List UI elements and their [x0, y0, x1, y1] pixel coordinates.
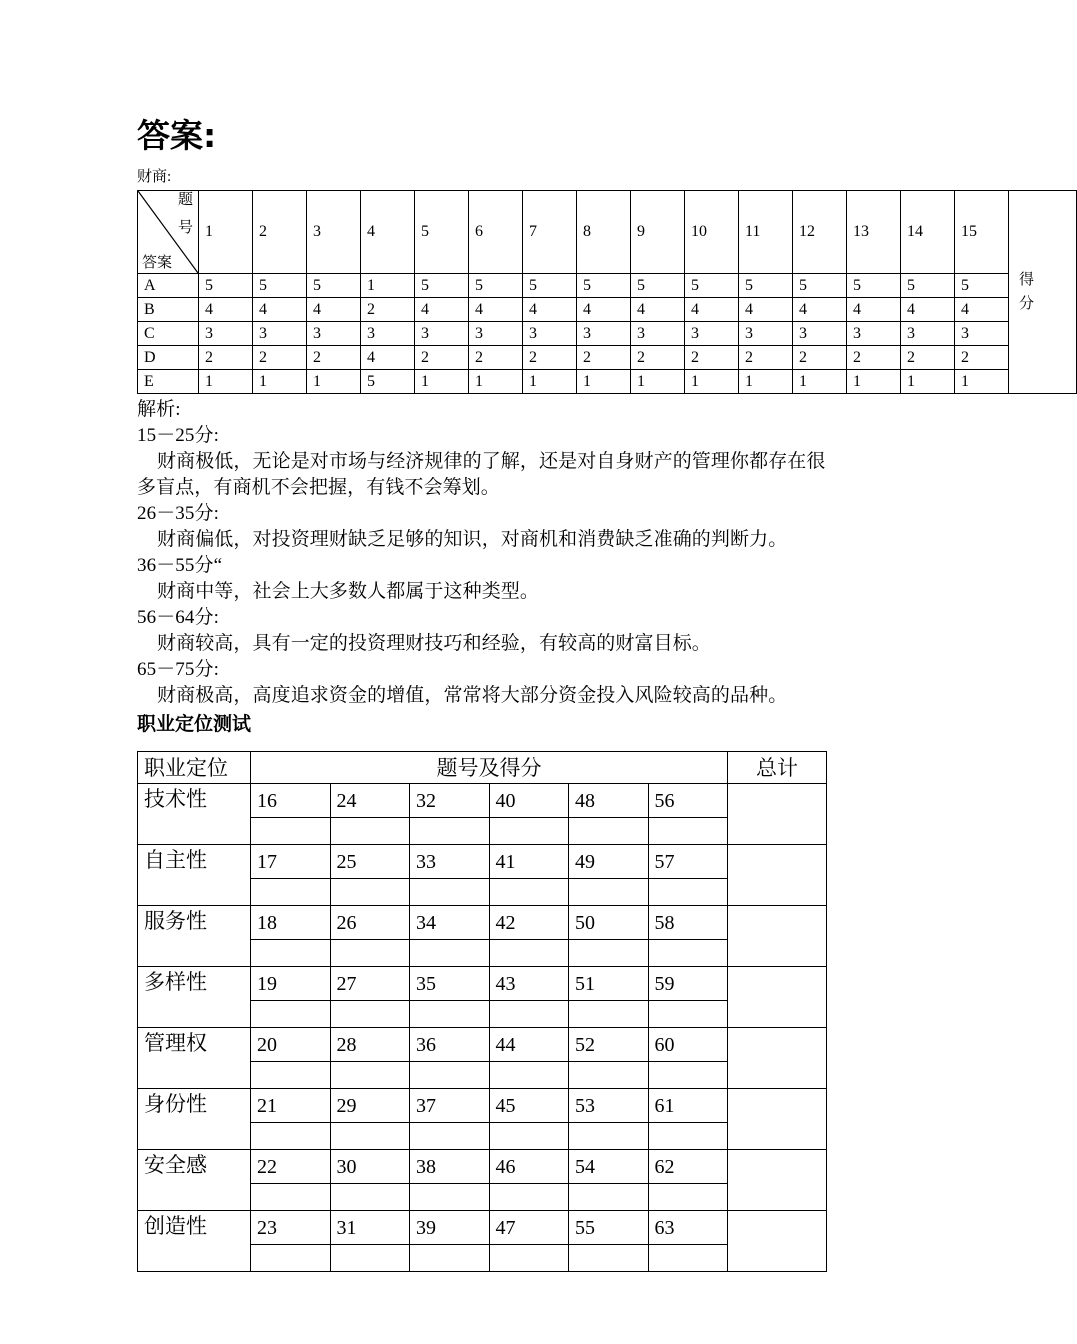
career-question-number: 58 [648, 906, 728, 940]
career-answer-cell[interactable] [489, 1001, 569, 1028]
answer-score-cell: 2 [901, 346, 955, 370]
answer-score-cell: 5 [307, 274, 361, 298]
career-answer-cell[interactable] [410, 879, 490, 906]
career-total-cell[interactable] [728, 845, 827, 906]
answer-score-cell: 5 [955, 274, 1009, 298]
answer-score-cell: 3 [739, 322, 793, 346]
career-question-row [138, 906, 827, 940]
career-answer-cell[interactable] [569, 1123, 649, 1150]
answer-score-cell: 3 [361, 322, 415, 346]
career-answer-cell[interactable] [251, 1062, 331, 1089]
answer-table-row [138, 346, 1077, 370]
career-question-number: 52 [569, 1028, 649, 1062]
score-column-header [1009, 191, 1077, 394]
career-total-cell[interactable] [728, 1211, 827, 1272]
career-question-number: 21 [251, 1089, 331, 1123]
career-question-row [138, 1211, 827, 1245]
answer-score-cell: 1 [307, 370, 361, 394]
career-answer-cell[interactable] [489, 1123, 569, 1150]
career-answer-cell[interactable] [330, 879, 410, 906]
career-question-number: 46 [489, 1150, 569, 1184]
career-total-cell[interactable] [728, 1089, 827, 1150]
career-answer-cell[interactable] [569, 1184, 649, 1211]
answer-score-cell: 3 [469, 322, 523, 346]
analysis-score-range: 36－55分“ [137, 555, 223, 577]
career-total-cell[interactable] [728, 1150, 827, 1211]
answer-score-cell: 1 [955, 370, 1009, 394]
career-category-label: 身份性 [138, 1089, 251, 1150]
answer-score-cell: 2 [469, 346, 523, 370]
career-question-number: 19 [251, 967, 331, 1001]
career-question-number: 59 [648, 967, 728, 1001]
answer-score-cell: 5 [523, 274, 577, 298]
career-answer-cell[interactable] [330, 818, 410, 845]
career-total-header: 总计 [728, 752, 827, 784]
analysis-description: 财商较高，具有一定的投资理财技巧和经验，有较高的财富目标。 [157, 633, 711, 655]
answer-table-header-row [138, 191, 1077, 274]
analysis-score-range: 15－25分: [137, 425, 219, 447]
career-answer-cell[interactable] [569, 940, 649, 967]
question-number-header: 11 [739, 191, 793, 274]
answer-score-cell: 3 [307, 322, 361, 346]
page-title: 答案: [137, 116, 217, 155]
career-answer-cell[interactable] [569, 1062, 649, 1089]
answer-score-cell: 3 [901, 322, 955, 346]
career-question-number: 16 [251, 784, 331, 818]
career-answer-cell[interactable] [330, 940, 410, 967]
answer-score-cell: 5 [469, 274, 523, 298]
answer-key-table [137, 190, 1077, 394]
answer-score-cell: 3 [847, 322, 901, 346]
career-total-cell[interactable] [728, 1028, 827, 1089]
question-number-header: 15 [955, 191, 1009, 274]
career-question-number: 34 [410, 906, 490, 940]
career-question-number: 44 [489, 1028, 569, 1062]
question-number-header: 4 [361, 191, 415, 274]
career-answer-cell[interactable] [648, 879, 728, 906]
answer-score-cell: 5 [901, 274, 955, 298]
answer-score-cell: 4 [307, 298, 361, 322]
analysis-heading: 解析: [137, 399, 181, 421]
answer-table-row [138, 274, 1077, 298]
answer-score-cell: 2 [577, 346, 631, 370]
career-question-number: 42 [489, 906, 569, 940]
answer-score-cell: 1 [901, 370, 955, 394]
answer-table-row [138, 298, 1077, 322]
career-category-header: 职业定位 [138, 752, 251, 784]
answer-score-cell: 4 [847, 298, 901, 322]
career-question-row [138, 967, 827, 1001]
answer-table-caption: 财商: [137, 169, 172, 186]
answer-score-cell: 5 [793, 274, 847, 298]
page-content [137, 0, 1035, 1272]
analysis-description: 财商极高，高度追求资金的增值，常常将大部分资金投入风险较高的品种。 [157, 685, 788, 707]
answer-score-cell: 5 [577, 274, 631, 298]
answer-score-cell: 5 [685, 274, 739, 298]
career-answer-cell[interactable] [648, 1123, 728, 1150]
question-number-header: 13 [847, 191, 901, 274]
answer-score-cell: 3 [955, 322, 1009, 346]
career-question-number: 28 [330, 1028, 410, 1062]
career-question-number: 37 [410, 1089, 490, 1123]
career-question-number: 36 [410, 1028, 490, 1062]
career-section-title: 职业定位测试 [137, 713, 252, 736]
answer-table-row [138, 322, 1077, 346]
career-answer-cell[interactable] [648, 1001, 728, 1028]
career-answer-cell[interactable] [251, 940, 331, 967]
career-question-number: 26 [330, 906, 410, 940]
career-question-number: 20 [251, 1028, 331, 1062]
career-category-label: 安全感 [138, 1150, 251, 1211]
answer-score-cell: 4 [901, 298, 955, 322]
score-header-line-2: 分 [1019, 296, 1035, 313]
career-table-header-row [138, 752, 827, 784]
career-total-cell[interactable] [728, 906, 827, 967]
analysis-score-range: 65－75分: [137, 659, 219, 681]
career-question-number: 35 [410, 967, 490, 1001]
career-answer-cell[interactable] [648, 1062, 728, 1089]
answer-score-cell: 3 [793, 322, 847, 346]
answer-score-cell: 1 [469, 370, 523, 394]
career-question-number: 32 [410, 784, 490, 818]
career-answer-cell[interactable] [251, 818, 331, 845]
answer-option-label: A [138, 274, 199, 298]
career-answer-cell[interactable] [489, 879, 569, 906]
career-answer-cell[interactable] [569, 1001, 649, 1028]
answer-score-cell: 2 [739, 346, 793, 370]
career-answer-cell[interactable] [489, 940, 569, 967]
career-category-label: 自主性 [138, 845, 251, 906]
career-answer-cell[interactable] [251, 879, 331, 906]
career-question-number: 17 [251, 845, 331, 879]
career-answer-cell[interactable] [410, 1245, 490, 1272]
career-question-number: 40 [489, 784, 569, 818]
career-question-row [138, 784, 827, 818]
answer-score-cell: 3 [685, 322, 739, 346]
question-number-header: 12 [793, 191, 847, 274]
career-answer-cell[interactable] [410, 1184, 490, 1211]
career-total-cell[interactable] [728, 967, 827, 1028]
answer-score-cell: 1 [199, 370, 253, 394]
career-question-number: 55 [569, 1211, 649, 1245]
career-question-row [138, 845, 827, 879]
career-answer-cell[interactable] [569, 879, 649, 906]
answer-score-cell: 1 [577, 370, 631, 394]
answer-score-cell: 5 [631, 274, 685, 298]
answer-option-label: C [138, 322, 199, 346]
career-category-label: 技术性 [138, 784, 251, 845]
answer-score-cell: 4 [631, 298, 685, 322]
career-question-number: 30 [330, 1150, 410, 1184]
career-answer-cell[interactable] [251, 1245, 331, 1272]
career-category-label: 多样性 [138, 967, 251, 1028]
answer-score-cell: 1 [253, 370, 307, 394]
career-question-number: 22 [251, 1150, 331, 1184]
career-answer-cell[interactable] [648, 1245, 728, 1272]
answer-score-cell: 2 [955, 346, 1009, 370]
career-answer-cell[interactable] [330, 1001, 410, 1028]
career-question-number: 56 [648, 784, 728, 818]
career-answer-cell[interactable] [410, 818, 490, 845]
career-question-number: 62 [648, 1150, 728, 1184]
answer-score-cell: 2 [847, 346, 901, 370]
career-answer-cell[interactable] [489, 818, 569, 845]
career-question-number: 29 [330, 1089, 410, 1123]
answer-score-cell: 1 [685, 370, 739, 394]
career-answer-cell[interactable] [410, 1001, 490, 1028]
career-question-number: 41 [489, 845, 569, 879]
answer-score-cell: 2 [631, 346, 685, 370]
answer-score-cell: 5 [253, 274, 307, 298]
career-question-number: 61 [648, 1089, 728, 1123]
answer-score-cell: 2 [523, 346, 577, 370]
career-answer-cell[interactable] [330, 1062, 410, 1089]
answer-score-cell: 4 [415, 298, 469, 322]
answer-score-cell: 2 [307, 346, 361, 370]
career-answer-cell[interactable] [648, 1184, 728, 1211]
career-answer-cell[interactable] [569, 818, 649, 845]
career-answer-cell[interactable] [251, 1001, 331, 1028]
career-question-row [138, 1028, 827, 1062]
career-question-number: 43 [489, 967, 569, 1001]
question-number-header: 14 [901, 191, 955, 274]
answer-score-cell: 3 [523, 322, 577, 346]
career-category-label: 管理权 [138, 1028, 251, 1089]
answer-score-cell: 5 [739, 274, 793, 298]
answer-score-cell: 2 [793, 346, 847, 370]
career-question-number: 45 [489, 1089, 569, 1123]
answer-score-cell: 4 [253, 298, 307, 322]
career-question-number: 63 [648, 1211, 728, 1245]
career-question-number: 49 [569, 845, 649, 879]
career-question-number: 25 [330, 845, 410, 879]
career-answer-cell[interactable] [648, 940, 728, 967]
career-questions-header: 题号及得分 [251, 752, 728, 784]
career-question-number: 27 [330, 967, 410, 1001]
answer-score-cell: 1 [793, 370, 847, 394]
answer-score-cell: 3 [631, 322, 685, 346]
answer-score-cell: 4 [793, 298, 847, 322]
answer-option-label: E [138, 370, 199, 394]
answer-score-cell: 2 [253, 346, 307, 370]
career-question-number: 60 [648, 1028, 728, 1062]
question-number-header: 5 [415, 191, 469, 274]
question-number-header: 9 [631, 191, 685, 274]
career-answer-cell[interactable] [251, 1184, 331, 1211]
answer-score-cell: 2 [415, 346, 469, 370]
analysis-block [137, 394, 827, 709]
career-answer-cell[interactable] [489, 1184, 569, 1211]
career-answer-cell[interactable] [410, 940, 490, 967]
analysis-description: 财商偏低，对投资理财缺乏足够的知识，对商机和消费缺乏准确的判断力。 [157, 529, 788, 551]
career-question-number: 38 [410, 1150, 490, 1184]
career-answer-cell[interactable] [489, 1062, 569, 1089]
career-question-number: 53 [569, 1089, 649, 1123]
career-question-row [138, 1089, 827, 1123]
analysis-description: 财商极低，无论是对市场与经济规律的了解，还是对自身财产的管理你都存在很多盲点，有商机不会把握，有钱不会筹划。 [137, 451, 826, 499]
answer-score-cell: 1 [415, 370, 469, 394]
question-number-header: 1 [199, 191, 253, 274]
answer-score-cell: 3 [577, 322, 631, 346]
answer-score-cell: 4 [577, 298, 631, 322]
answer-score-cell: 4 [361, 346, 415, 370]
career-total-cell[interactable] [728, 784, 827, 845]
career-question-number: 57 [648, 845, 728, 879]
answer-score-cell: 4 [199, 298, 253, 322]
career-answer-cell[interactable] [410, 1062, 490, 1089]
career-question-row [138, 1150, 827, 1184]
answer-score-cell: 1 [631, 370, 685, 394]
career-positioning-table [137, 751, 827, 1272]
career-answer-cell[interactable] [330, 1245, 410, 1272]
answer-score-cell: 1 [847, 370, 901, 394]
answer-score-cell: 5 [415, 274, 469, 298]
answer-score-cell: 2 [199, 346, 253, 370]
career-question-number: 24 [330, 784, 410, 818]
answer-score-cell: 4 [955, 298, 1009, 322]
career-answer-cell[interactable] [330, 1123, 410, 1150]
answer-option-label: B [138, 298, 199, 322]
career-question-number: 51 [569, 967, 649, 1001]
score-header-line-1: 得 [1019, 272, 1035, 289]
answer-option-label: D [138, 346, 199, 370]
career-answer-cell[interactable] [251, 1123, 331, 1150]
career-question-number: 39 [410, 1211, 490, 1245]
question-number-header: 3 [307, 191, 361, 274]
career-question-number: 33 [410, 845, 490, 879]
answer-score-cell: 5 [199, 274, 253, 298]
corner-answer-label: 答案 [142, 255, 173, 272]
career-answer-cell[interactable] [330, 1184, 410, 1211]
answer-score-cell: 3 [199, 322, 253, 346]
question-number-header: 6 [469, 191, 523, 274]
career-question-number: 23 [251, 1211, 331, 1245]
answer-score-cell: 4 [523, 298, 577, 322]
answer-score-cell: 1 [523, 370, 577, 394]
answer-score-cell: 1 [361, 274, 415, 298]
answer-score-cell: 3 [253, 322, 307, 346]
career-question-number: 31 [330, 1211, 410, 1245]
question-number-header: 2 [253, 191, 307, 274]
career-answer-cell[interactable] [410, 1123, 490, 1150]
analysis-score-range: 56－64分: [137, 607, 219, 629]
answer-score-cell: 4 [685, 298, 739, 322]
question-number-header: 8 [577, 191, 631, 274]
answer-score-cell: 4 [469, 298, 523, 322]
answer-score-cell: 3 [415, 322, 469, 346]
answer-score-cell: 2 [685, 346, 739, 370]
career-question-number: 54 [569, 1150, 649, 1184]
answer-table-row [138, 370, 1077, 394]
answer-table-corner-header [138, 191, 199, 274]
answer-score-cell: 5 [847, 274, 901, 298]
career-question-number: 47 [489, 1211, 569, 1245]
career-answer-cell[interactable] [569, 1245, 649, 1272]
career-category-label: 服务性 [138, 906, 251, 967]
answer-score-cell: 5 [361, 370, 415, 394]
career-question-number: 18 [251, 906, 331, 940]
question-number-header: 7 [523, 191, 577, 274]
answer-score-cell: 4 [739, 298, 793, 322]
answer-score-cell: 2 [361, 298, 415, 322]
career-category-label: 创造性 [138, 1211, 251, 1272]
career-answer-cell[interactable] [489, 1245, 569, 1272]
career-question-number: 50 [569, 906, 649, 940]
analysis-description: 财商中等，社会上大多数人都属于这种类型。 [157, 581, 540, 603]
analysis-score-range: 26－35分: [137, 503, 219, 525]
corner-question-label-2: 号 [177, 220, 193, 237]
question-number-header: 10 [685, 191, 739, 274]
corner-question-label-1: 题 [177, 192, 193, 209]
career-answer-cell[interactable] [648, 818, 728, 845]
answer-score-cell: 1 [739, 370, 793, 394]
career-question-number: 48 [569, 784, 649, 818]
